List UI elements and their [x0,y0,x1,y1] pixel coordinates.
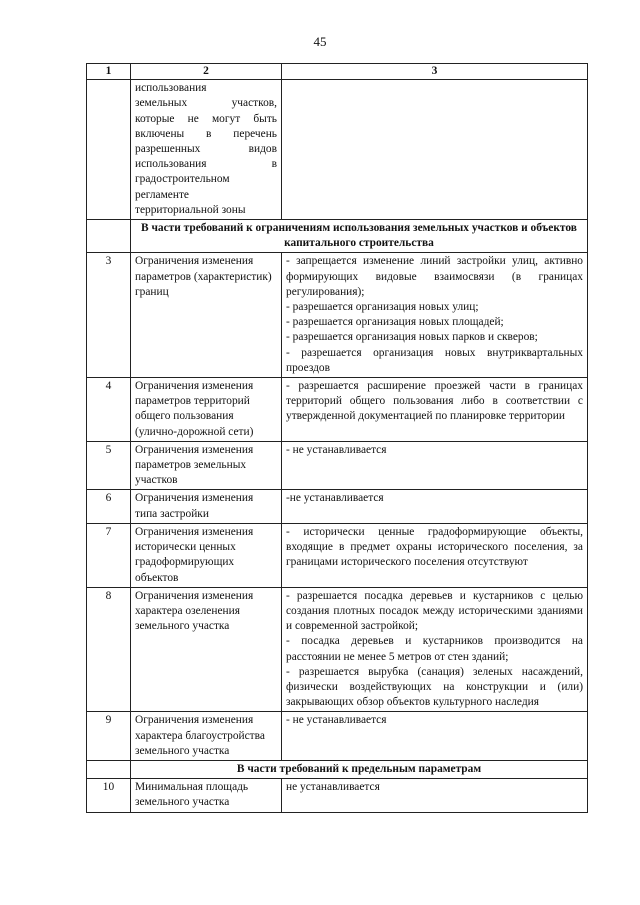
requirement-item: - разрешается организация новых улиц; [286,301,479,314]
header-col-1: 1 [87,64,131,80]
row-parameter: Ограничения изменения параметров земельных участков [131,441,282,490]
table-row [87,587,588,712]
section-heading-row [87,760,588,778]
row-number: 5 [87,441,131,490]
continuation-line: включены в перечень [135,127,277,140]
row-requirements: не устанавливается [282,779,588,812]
requirement-item: - разрешается организация новых площадей; [286,316,504,329]
regulations-table [86,63,588,813]
row-requirements [282,712,588,761]
continuation-line: использования в [135,158,277,171]
requirement-item: - не устанавливается [286,714,387,727]
row-number: 7 [87,523,131,587]
continuation-line: разрешенных видов [135,143,277,156]
page-number: 45 [313,34,327,49]
row-parameter: Ограничения изменения типа застройки [131,490,282,523]
table-row [87,779,588,812]
continuation-num-cell [87,80,131,220]
requirement-item: - запрещается изменение линий застройки улиц, активно формирующих видовые взаимосвязи (в границах регулирования); [286,255,583,298]
table-row [87,378,588,442]
row-parameter: Ограничения изменения параметров (характеристик) границ [131,253,282,378]
row-requirements [282,587,588,712]
header-col-2: 2 [131,64,282,80]
section-empty-cell [87,760,131,778]
requirement-item: - разрешается организация новых внутриквартальных проездов [286,346,583,374]
row-number: 8 [87,587,131,712]
continuation-value-cell [282,80,588,220]
row-parameter: Ограничения изменения характера озеленения земельного участка [131,587,282,712]
row-requirements [282,441,588,490]
section-heading: В части требований к предельным параметрам [131,760,588,778]
continuation-row [87,80,588,220]
requirement-item: - исторически ценные градоформирующие объекты, входящие в предмет охраны исторического поселения, за границами исторического поселения отсутствуют [286,525,583,569]
requirement-item: - разрешается вырубка (санация) зеленых насаждений, физически воздействующих на конструкции и (или) закрывающих обзор объектов культурного наследия [286,665,583,709]
requirement-item: - разрешается организация новых парков и скверов; [286,331,538,344]
requirement-item: - не устанавливается [286,443,387,456]
row-parameter: Минимальная площадь земельного участка [131,779,282,812]
row-number: 3 [87,253,131,378]
table-row [87,523,588,587]
section-heading: В части требований к ограничениям использования земельных участков и объектов капитального строительства [131,220,588,253]
row-requirements [282,253,588,378]
table-row [87,253,588,378]
continuation-line: которые не могут быть [135,112,277,125]
row-number: 10 [87,779,131,812]
table-header-row [87,64,588,80]
row-requirements [282,490,588,523]
section-empty-cell [87,220,131,253]
continuation-line: градостроительном [135,173,230,186]
row-number: 9 [87,712,131,761]
row-parameter: Ограничения изменения исторически ценных градоформирующих объектов [131,523,282,587]
row-parameter: Ограничения изменения параметров территорий общего пользования (улично-дорожной сети) [131,378,282,442]
requirement-item: -не устанавливается [286,492,384,505]
section-heading-row [87,220,588,253]
continuation-line: территориальной зоны [135,203,246,216]
row-number: 4 [87,378,131,442]
row-requirements [282,523,588,587]
continuation-line: земельных участков, [135,97,277,110]
continuation-line: использования [135,82,207,95]
row-number: 6 [87,490,131,523]
requirement-item: - посадка деревьев и кустарников производится на расстоянии не менее 5 метров от стен зданий; [286,635,583,663]
table-row [87,712,588,761]
table-row [87,441,588,490]
continuation-name-cell [131,80,282,220]
requirement-item: - разрешается посадка деревьев и кустарников с целью создания плотных посадок между историческими зданиями и современной застройкой; [286,589,583,633]
header-col-3: 3 [282,64,588,80]
table-row [87,490,588,523]
row-parameter: Ограничения изменения характера благоустройства земельного участка [131,712,282,761]
requirement-item: - разрешается расширение проезжей части в границах территорий общего пользования либо в соответствии с утвержденной документацией по планировке территории [286,380,583,423]
row-requirements [282,378,588,442]
continuation-line: регламенте [135,188,189,201]
